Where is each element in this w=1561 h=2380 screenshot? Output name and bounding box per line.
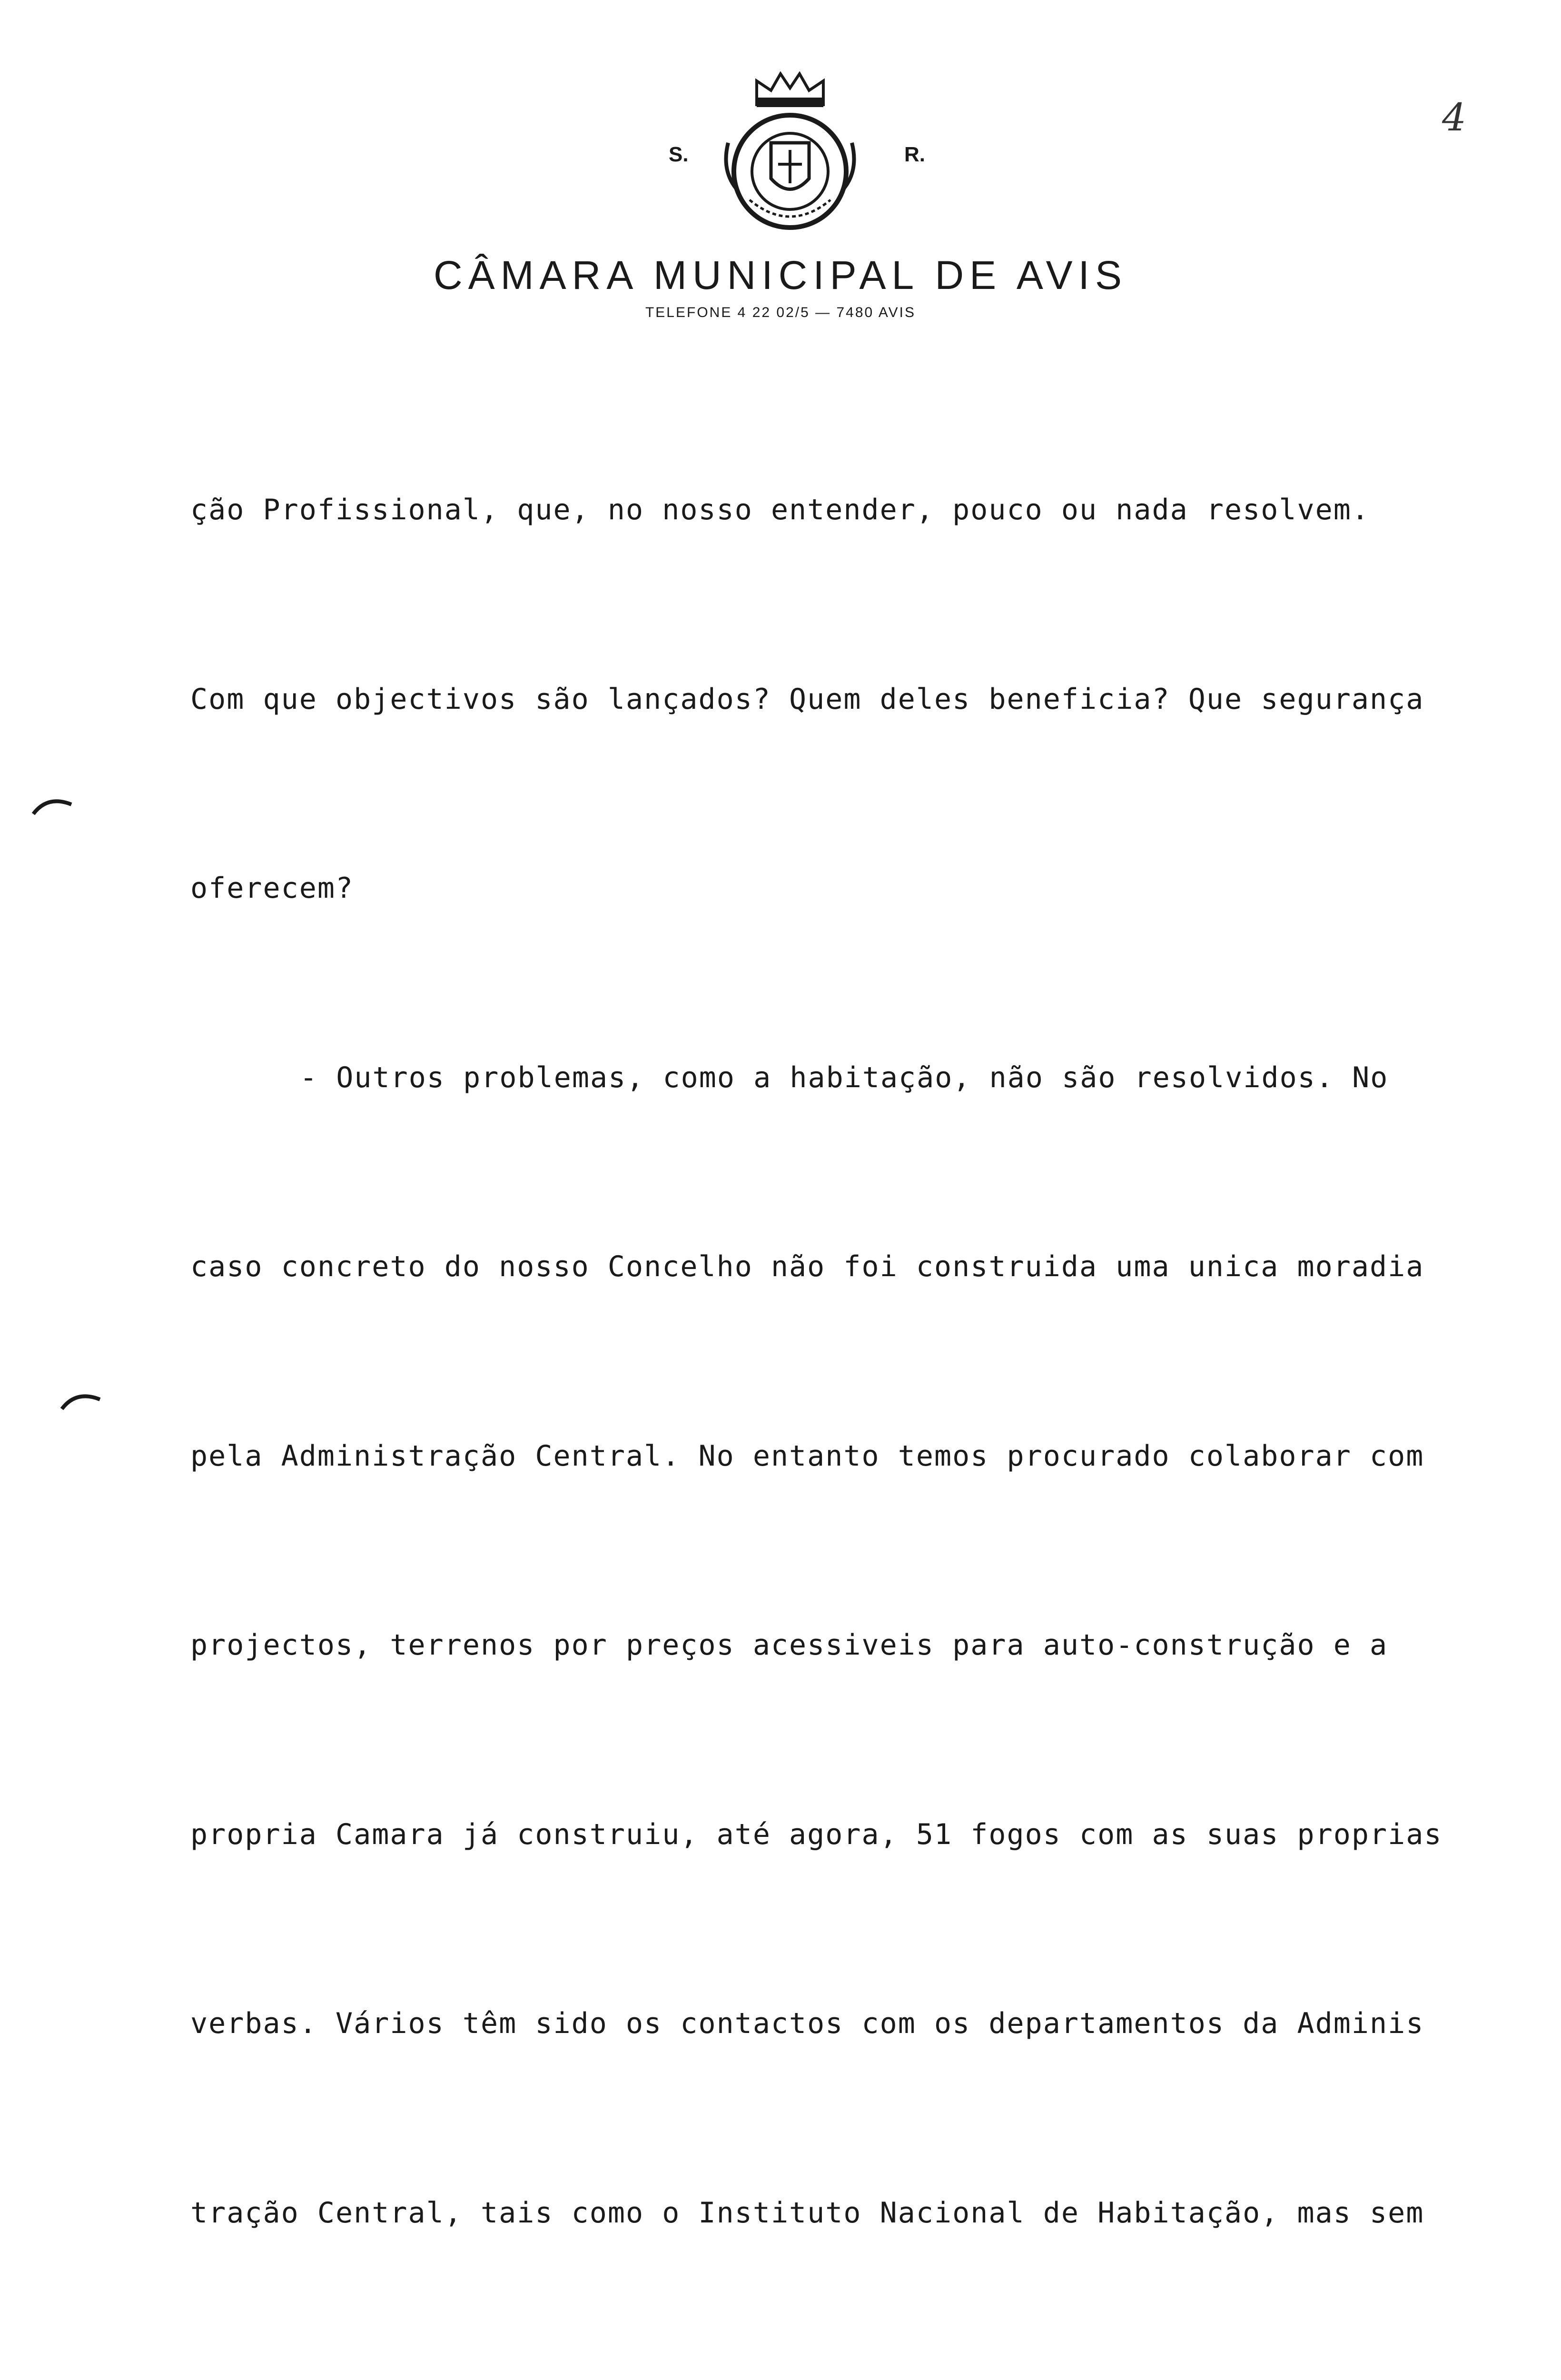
letterhead [0,0,1561,328]
text-line [190,2370,1485,2380]
text-line: Com que objectivos são lançados? Quem deles beneficia? Que segurança [190,682,1424,716]
letter-body [190,352,1485,2380]
text-line: oferecem? [190,872,354,905]
header-right-letter: R. [904,143,925,166]
text-line: - Outros problemas, como a habitação, não são resolvidos. No [300,1061,1389,1094]
text-line: propria Camara já construiu, até agora, 51 fogos com as suas proprias [190,1817,1442,1851]
text-line: pela Administração Central. No entanto temos procurado colaborar com [190,1439,1424,1473]
text-line: verbas. Vários têm sido os contactos com os departamentos da Adminis [190,2007,1424,2040]
municipal-coat-of-arms-icon [719,71,861,233]
scan-mark [57,1380,114,1423]
header-left-letter: S. [669,143,689,166]
page-number: 4 [1442,95,1466,139]
text-line: projectos, terrenos por preços acessiveis para auto-construção e a [190,1628,1388,1662]
scan-mark [29,785,86,828]
text-line: ção Profissional, que, no nosso entender, pouco ou nada resolvem. [190,493,1370,526]
organization-name: CÂMARA MUNICIPAL DE AVIS [433,253,1128,298]
text-line: caso concreto do nosso Concelho não foi construida uma unica moradia [190,1250,1424,1283]
text-line: tração Central, tais como o Instituto Nacional de Habitação, mas sem [190,2196,1424,2230]
contact-line: TELEFONE 4 22 02/5 — 7480 AVIS [645,305,916,320]
